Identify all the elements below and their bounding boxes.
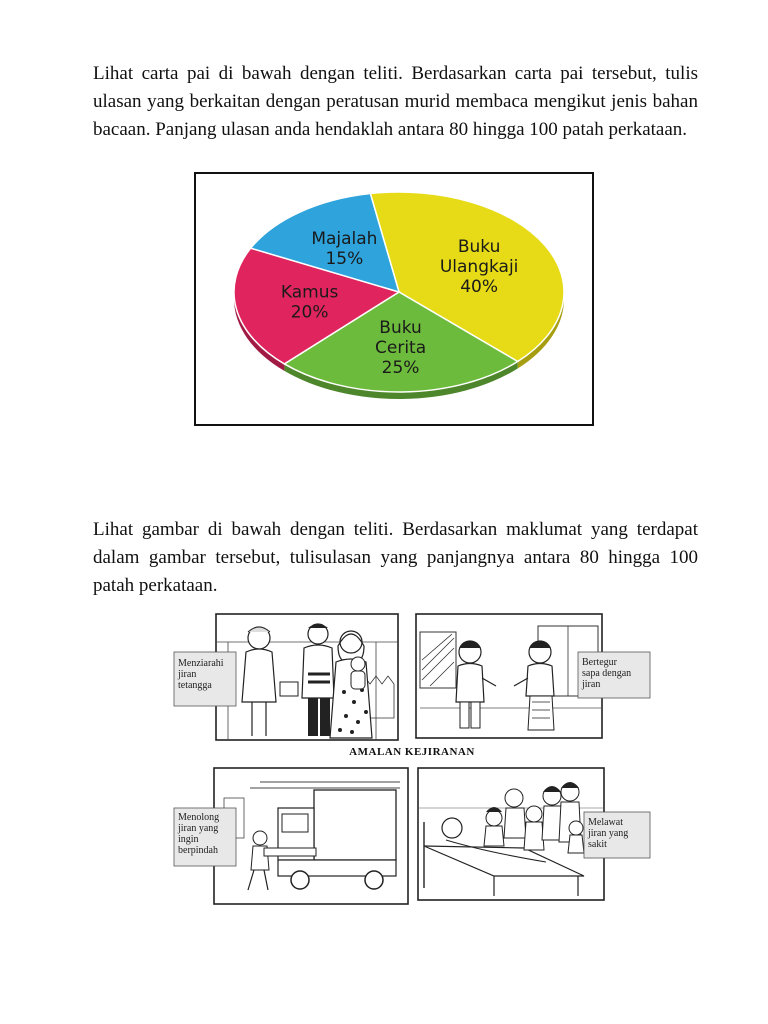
- pie-label-buku-cerita: Buku Cerita 25%: [375, 317, 427, 378]
- pie-label-majalah: Majalah 15%: [311, 229, 378, 270]
- neighbourhood-illustration: [168, 612, 654, 912]
- panel-visiting-sick: [418, 768, 650, 900]
- panel-caption-0: Menziarahi jiran tetangga: [178, 658, 224, 691]
- pie-chart-frame: [194, 172, 594, 426]
- panel-caption-1: Bertegur sapa dengan jiran: [582, 657, 632, 690]
- panel-greeting-neighbours: [416, 614, 650, 738]
- panel-helping-move: [174, 768, 408, 904]
- illustration-title: AMALAN KEJIRANAN: [349, 746, 475, 758]
- instruction-paragraph-2: Lihat gambar di bawah dengan teliti. Berdasarkan maklumat yang terdapat dalam gambar tersebut, tulisulasan yang panjangnya antara 80 hingga 100 patah perkataan.: [93, 519, 698, 596]
- pie-label-kamus: Kamus 20%: [280, 282, 339, 323]
- pie-chart: [196, 174, 592, 424]
- pie-label-buku-ulangkaji: Buku Ulangkaji 40%: [439, 237, 519, 298]
- panel-caption-3: Melawat jiran yang sakit: [588, 817, 629, 850]
- panel-visiting-neighbours: [174, 614, 398, 740]
- instruction-paragraph-1: Lihat carta pai di bawah dengan teliti. Berdasarkan carta pai tersebut, tulis ulasan yang berkaitan dengan peratusan murid membaca mengikut jenis bahan bacaan. Panjang ulasan anda hendaklah antara 80 hingga 100 patah perkataan.: [93, 63, 698, 140]
- panel-caption-2: Menolong jiran yang ingin berpindah: [178, 812, 220, 856]
- illustration-svg: [168, 612, 654, 912]
